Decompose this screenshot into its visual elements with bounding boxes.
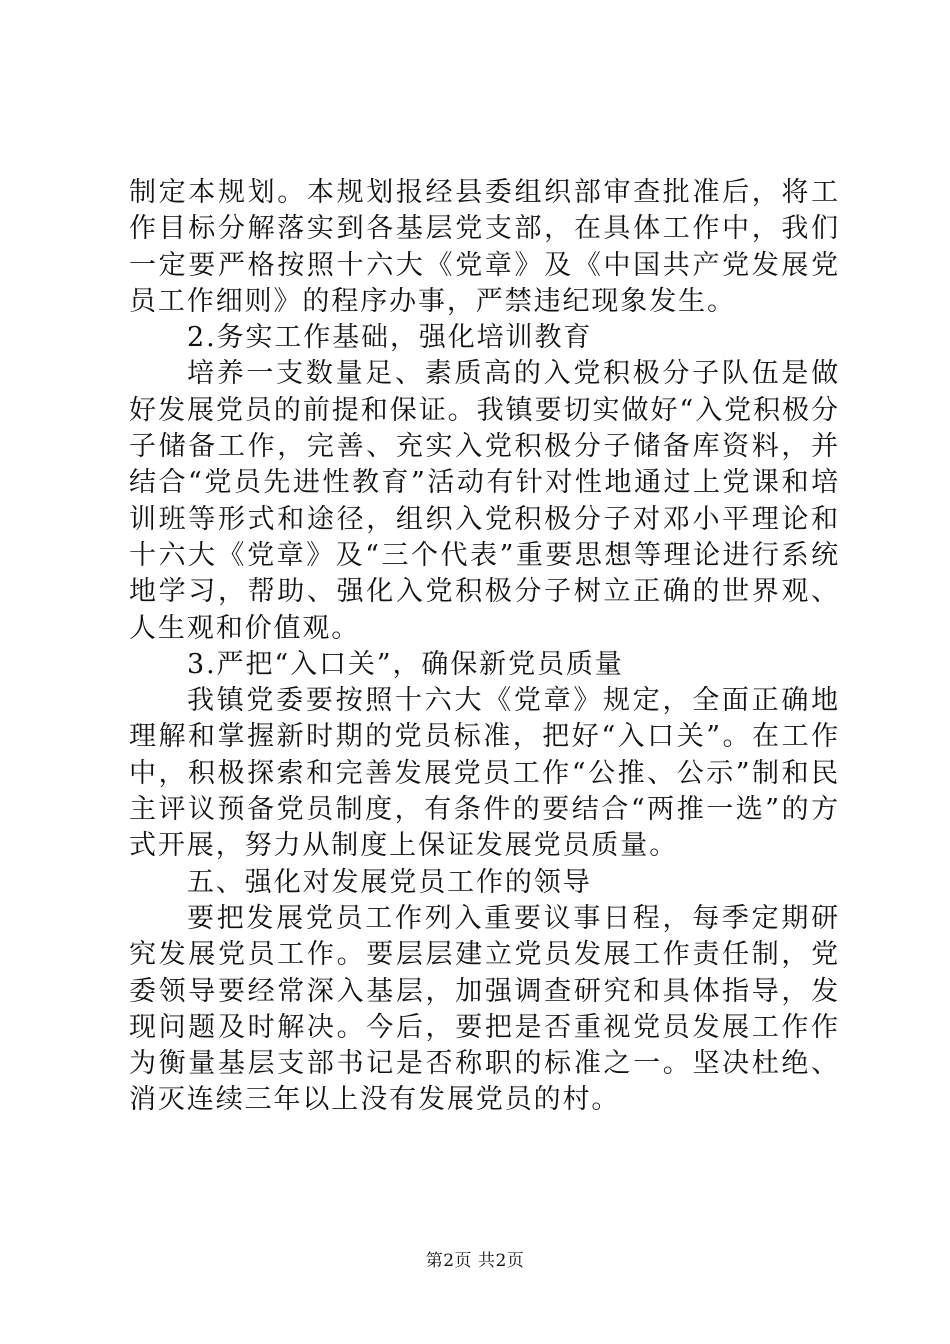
paragraph-continuation: 制定本规划。本规划报经县委组织部审查批准后，将工作目标分解落实到各基层党支部，在具体工作中，我们一定要严格按照十六大《党章》及《中国共产党发展党员工作细则》的程序办事，严禁违纪现象发生。 — [129, 177, 840, 317]
paragraph-training: 培养一支数量足、素质高的入党积极分子队伍是做好发展党员的前提和保证。我镇要切实做好“入党积极分子储备工作，完善、充实入党积极分子储备库资料，并结合“党员先进性教育”活动有针对性地通过上党课和培训班等形式和途径，组织入党积极分子对邓小平理论和十六大《党章》及“三个代表”重要思想等理论进行系统地学习，帮助、强化入党积极分子树立正确的世界观、人生观和价值观。 — [129, 358, 840, 644]
page-number-footer: 第2页 共2页 — [425, 1251, 525, 1271]
paragraph-leadership: 要把发展党员工作列入重要议事日程，每季定期研究发展党员工作。要层层建立党员发展工作责任制，党委领导要经常深入基层，加强调查研究和具体指导，发现问题及时解决。今后，要把是否重视党员发展工作作为衡量基层支部书记是否称职的标准之一。坚决杜绝、消灭连续三年以上没有发展党员的村。 — [129, 902, 840, 1116]
paragraph-entry-gate: 我镇党委要按照十六大《党章》规定，全面正确地理解和掌握新时期的党员标准，把好“入口关”。在工作中，积极探索和完善发展党员工作“公推、公示”制和民主评议预备党员制度，有条件的要结合“两推一选”的方式开展，努力从制度上保证发展党员质量。 — [129, 685, 840, 862]
section-heading-leadership: 五、强化对发展党员工作的领导 — [187, 866, 592, 898]
section-heading-entry-gate: 3.严把“入口关”，确保新党员质量 — [187, 648, 624, 680]
document-body — [129, 175, 840, 1119]
section-heading-training: 2.务实工作基础，强化培训教育 — [187, 322, 593, 354]
